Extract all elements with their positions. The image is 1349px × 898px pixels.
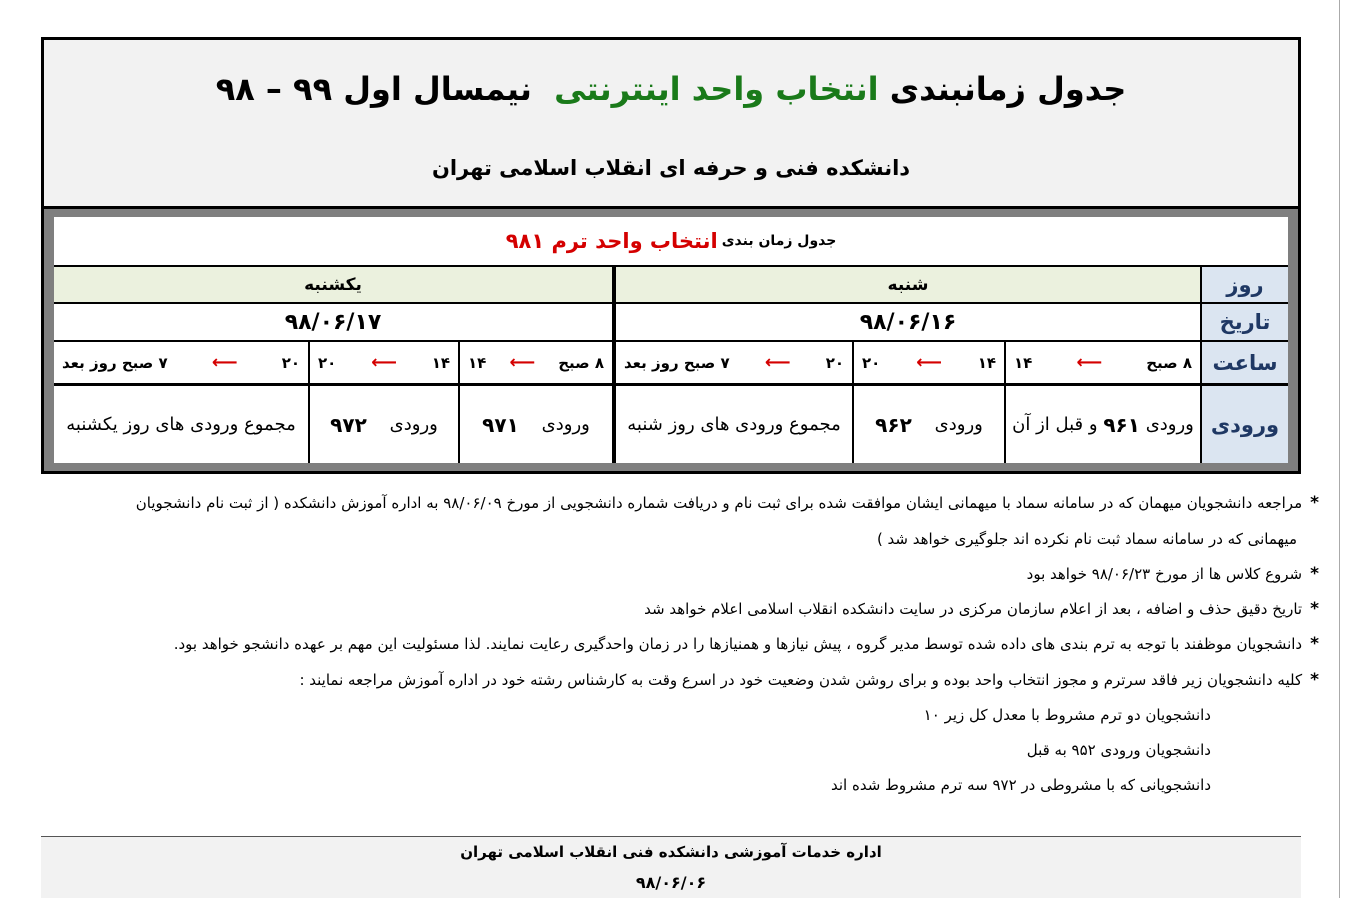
- arrow-icon: ⟵: [764, 352, 791, 373]
- entry-num: ۹۷۱: [482, 412, 519, 437]
- entry-num: ۹۶۱: [1103, 412, 1140, 437]
- row-label-day: روز: [1200, 267, 1288, 304]
- note-1-line2: میهمانی که در سامانه سماد ثبت نام نکرده اند جلوگیری خواهد شد ): [876, 530, 1297, 548]
- bullet-star: *: [1310, 564, 1319, 584]
- arrow-icon: ⟵: [916, 352, 942, 373]
- note-2-text: شروع کلاس ها از مورخ ۹۸/۰۶/۲۳ خواهد بود: [1026, 565, 1303, 583]
- entry-sun-slot1: [460, 386, 614, 463]
- arrow-icon: ⟵: [211, 352, 238, 373]
- schedule-inner: [54, 217, 1288, 463]
- entry-pre: ورودی: [1145, 414, 1194, 435]
- entry-num: ۹۶۲: [875, 412, 912, 437]
- title-part2: انتخاب واحد اینترنتی: [554, 70, 879, 108]
- title-part1: جدول زمانبندی: [889, 70, 1127, 108]
- note-5: [299, 670, 1319, 690]
- schedule-title-small: جدول زمان بندی: [721, 233, 837, 249]
- bullet-star: *: [1310, 493, 1319, 513]
- time-from: ۸ صبح: [558, 353, 604, 372]
- time-sat-slot1: [1004, 342, 1200, 386]
- entry-pre: ورودی: [541, 414, 590, 435]
- schedule-title-big: انتخاب واحد ترم ۹۸۱: [505, 229, 718, 253]
- time-from: ۱۴: [977, 353, 996, 372]
- entry-pre: ورودی: [934, 414, 983, 435]
- time-sun-slot3: [54, 342, 310, 386]
- time-to: ۷ صبح روز بعد: [624, 353, 730, 372]
- entry-sat-slot1: [1004, 386, 1200, 463]
- entry-sat-slot3: [614, 386, 852, 463]
- row-label-time: ساعت: [1200, 342, 1288, 386]
- note-1: [136, 493, 1319, 513]
- college-name: دانشکده فنی و حرفه ای انقلاب اسلامی تهران: [431, 156, 911, 180]
- entry-pre: مجموع ورودی های روز یکشنبه: [66, 414, 296, 435]
- day-saturday: شنبه: [614, 267, 1200, 304]
- note-3: [644, 599, 1319, 619]
- time-from: ۸ صبح: [1146, 353, 1192, 372]
- entry-sun-slot2: [310, 386, 460, 463]
- time-sun-slot2: [310, 342, 460, 386]
- time-to: ۲۰: [862, 353, 881, 372]
- bullet-star: *: [1310, 634, 1319, 654]
- time-from: ۱۴: [431, 353, 450, 372]
- row-label-entry: ورودی: [1200, 386, 1288, 463]
- row-label-date: تاریخ: [1200, 304, 1288, 342]
- footer-date: ۹۸/۰۶/۰۶: [635, 873, 707, 892]
- title-part3: نیمسال اول ۹۹ – ۹۸: [215, 70, 532, 108]
- note-5-sub1: دانشجویان دو ترم مشروط با معدل کل زیر ۱۰: [923, 706, 1211, 724]
- note-5-text: کلیه دانشجویان زیر فاقد سرترم و مجوز انتخاب واحد بوده و برای روشن شدن وضعیت خود در اسرع وقت به کارشناس رشته خود در اداره آموزش مراجعه نمایند :: [299, 671, 1303, 689]
- time-to: ۱۴: [468, 353, 487, 372]
- time-to: ۱۴: [1014, 353, 1033, 372]
- arrow-icon: ⟵: [509, 352, 536, 373]
- note-1-line1: مراجعه دانشجویان میهمان که در سامانه سماد با میهمانی ایشان موافقت شده برای ثبت نام و دریافت شماره دانشجویی از مورخ ۹۸/۰۶/۰۹ به اداره آموزش دانشکده ( از ثبت نام دانشجویان: [135, 494, 1303, 512]
- note-4-text: دانشجویان موظفند با توجه به ترم بندی های داده شده توسط مدیر گروه ، پیش نیازها و همنیازها را در زمان واحدگیری رعایت نمایند. لذا مسئولیت این مهم بر عهده دانشجو خواهد بود.: [173, 635, 1303, 653]
- header-block: [41, 37, 1301, 209]
- note-2: [1027, 564, 1319, 584]
- note-4: [174, 634, 1319, 654]
- day-sunday: یکشنبه: [54, 267, 614, 304]
- entry-num: ۹۷۲: [330, 412, 367, 437]
- time-from: ۲۰: [281, 353, 300, 372]
- note-1-cont: [877, 530, 1297, 548]
- note-5-sub2: دانشجویان ورودی ۹۵۲ به قبل: [1026, 741, 1211, 759]
- page-edge: [1339, 0, 1340, 898]
- date-saturday: ۹۸/۰۶/۱۶: [614, 304, 1200, 342]
- entry-post: و قبل از آن: [1012, 414, 1098, 435]
- footer-office: اداره خدمات آموزشی دانشکده فنی انقلاب اسلامی تهران: [460, 843, 882, 861]
- time-to: ۲۰: [318, 353, 337, 372]
- entry-pre: ورودی: [389, 414, 438, 435]
- arrow-icon: ⟵: [1076, 352, 1103, 373]
- main-title: [44, 70, 1298, 108]
- entry-pre: مجموع ورودی های روز شنبه: [627, 414, 841, 435]
- note-3-text: تاریخ دقیق حذف و اضافه ، بعد از اعلام سازمان مرکزی در سایت دانشکده انقلاب اسلامی اعلام خواهد شد: [644, 600, 1303, 618]
- time-from: ۲۰: [825, 353, 844, 372]
- arrow-icon: ⟵: [371, 352, 397, 373]
- schedule-table: [41, 206, 1301, 474]
- time-to: ۷ صبح روز بعد: [62, 353, 168, 372]
- entry-sat-slot2: [852, 386, 1004, 463]
- time-sat-slot3: [614, 342, 852, 386]
- bullet-star: *: [1310, 670, 1319, 690]
- date-sunday: ۹۸/۰۶/۱۷: [54, 304, 614, 342]
- time-sat-slot2: [852, 342, 1004, 386]
- bullet-star: *: [1310, 599, 1319, 619]
- footer: [41, 837, 1301, 898]
- schedule-title: [54, 217, 1288, 267]
- entry-sun-slot3: [54, 386, 310, 463]
- time-sun-slot1: [460, 342, 614, 386]
- note-5-sub3: دانشجویانی که با مشروطی در ۹۷۲ سه ترم مشروط شده اند: [830, 776, 1211, 794]
